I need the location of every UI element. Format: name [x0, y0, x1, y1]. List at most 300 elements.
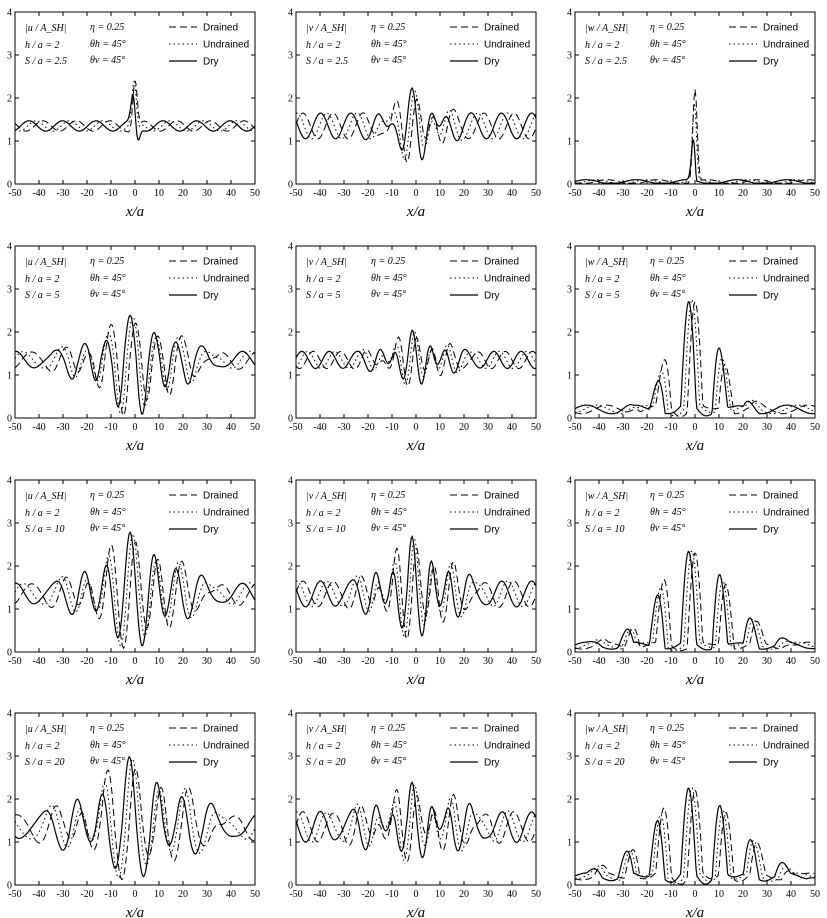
legend-label-dry: Dry — [203, 56, 219, 68]
y-quantity-label: |v / A_SH| — [306, 23, 347, 34]
y-tick-label: 4 — [7, 7, 12, 19]
x-axis-label: x/a — [125, 204, 145, 220]
x-tick-label: -20 — [80, 656, 94, 667]
x-tick-label: -30 — [616, 422, 630, 433]
series-dry — [575, 551, 815, 650]
x-axis-label: x/a — [406, 204, 426, 220]
panel-u-2 — [7, 242, 260, 455]
x-tick-label: 0 — [413, 656, 419, 667]
x-tick-label: -50 — [568, 188, 582, 199]
x-tick-label: 10 — [714, 656, 724, 667]
x-tick-label: -40 — [592, 422, 606, 433]
plot-frame — [296, 713, 536, 885]
x-tick-label: 30 — [202, 889, 212, 900]
eta-label: η = 0.25 — [650, 22, 685, 33]
theta-h-label: θh = 45° — [650, 273, 686, 284]
x-tick-label: 40 — [507, 656, 517, 667]
x-tick-label: 20 — [178, 656, 188, 667]
y-tick-label: 2 — [567, 93, 572, 105]
x-tick-label: 10 — [154, 188, 164, 199]
panel-w-1 — [567, 8, 820, 221]
h-ratio-label: h / a = 2 — [306, 508, 341, 519]
legend-label-drained: Drained — [763, 22, 799, 34]
y-tick-label: 3 — [288, 751, 293, 763]
legend-label-undrained: Undrained — [763, 273, 810, 285]
y-tick-label: 2 — [288, 794, 293, 806]
y-tick-label: 0 — [288, 179, 293, 191]
s-ratio-label: S / a = 2.5 — [25, 56, 68, 67]
x-tick-label: -10 — [104, 422, 118, 433]
theta-v-label: θv = 45° — [90, 55, 126, 66]
theta-v-label: θv = 45° — [371, 756, 407, 767]
x-tick-label: 50 — [810, 889, 820, 900]
y-tick-label: 0 — [7, 179, 12, 191]
h-ratio-label: h / a = 2 — [306, 40, 341, 51]
eta-label: η = 0.25 — [371, 256, 406, 267]
legend-label-undrained: Undrained — [484, 507, 531, 519]
eta-label: η = 0.25 — [650, 256, 685, 267]
legend-label-drained: Drained — [763, 723, 799, 735]
series-undrained — [575, 103, 815, 183]
x-tick-label: 30 — [202, 188, 212, 199]
x-tick-label: -50 — [8, 188, 22, 199]
x-tick-label: -10 — [104, 188, 118, 199]
series-dry — [296, 782, 536, 857]
x-tick-label: 50 — [810, 656, 820, 667]
y-tick-label: 4 — [567, 708, 572, 720]
series-dry — [15, 315, 255, 414]
y-tick-label: 0 — [7, 880, 12, 892]
x-tick-label: -20 — [640, 889, 654, 900]
x-tick-label: -10 — [664, 889, 678, 900]
legend-label-dry: Dry — [484, 290, 500, 302]
y-quantity-label: |u / A_SH| — [25, 724, 67, 735]
x-tick-label: 40 — [226, 188, 236, 199]
y-quantity-label: |w / A_SH| — [585, 491, 629, 502]
x-tick-label: 50 — [250, 188, 260, 199]
theta-h-label: θh = 45° — [90, 740, 126, 751]
x-tick-label: 10 — [435, 422, 445, 433]
legend-label-undrained: Undrained — [763, 507, 810, 519]
s-ratio-label: S / a = 20 — [25, 757, 65, 768]
y-tick-label: 2 — [288, 93, 293, 105]
y-tick-label: 4 — [567, 241, 572, 253]
x-tick-label: -40 — [32, 422, 46, 433]
x-tick-label: 0 — [132, 422, 138, 433]
x-tick-label: -40 — [32, 889, 46, 900]
x-tick-label: -50 — [289, 188, 303, 199]
series-dry — [15, 757, 255, 877]
plot-frame — [296, 246, 536, 418]
x-tick-label: 0 — [132, 889, 138, 900]
x-tick-label: -10 — [664, 188, 678, 199]
y-tick-label: 4 — [288, 241, 293, 253]
x-tick-label: 50 — [531, 188, 541, 199]
legend-label-drained: Drained — [484, 22, 520, 34]
x-tick-label: -30 — [616, 188, 630, 199]
x-tick-label: 0 — [132, 656, 138, 667]
x-tick-label: -10 — [385, 656, 399, 667]
series-undrained — [575, 551, 815, 651]
x-tick-label: 10 — [435, 656, 445, 667]
series-undrained — [575, 788, 815, 884]
y-tick-label: 1 — [7, 136, 12, 148]
x-tick-label: -20 — [80, 188, 94, 199]
y-tick-label: 2 — [7, 327, 12, 339]
theta-v-label: θv = 45° — [650, 289, 686, 300]
y-tick-label: 4 — [567, 475, 572, 487]
y-tick-label: 1 — [567, 370, 572, 382]
y-tick-label: 2 — [567, 794, 572, 806]
panel-u-4 — [7, 709, 260, 918]
x-tick-label: -30 — [616, 656, 630, 667]
legend-label-undrained: Undrained — [484, 740, 531, 752]
x-tick-label: -50 — [8, 656, 22, 667]
y-tick-label: 0 — [7, 413, 12, 425]
y-tick-label: 1 — [288, 837, 293, 849]
x-tick-label: -40 — [32, 188, 46, 199]
x-tick-label: 10 — [714, 422, 724, 433]
y-tick-label: 1 — [7, 370, 12, 382]
theta-h-label: θh = 45° — [371, 273, 407, 284]
x-tick-label: 50 — [531, 889, 541, 900]
series-undrained — [15, 317, 255, 414]
theta-v-label: θv = 45° — [650, 55, 686, 66]
legend-label-undrained: Undrained — [203, 507, 250, 519]
x-tick-label: 30 — [762, 889, 772, 900]
y-tick-label: 2 — [288, 327, 293, 339]
x-tick-label: 40 — [507, 422, 517, 433]
series-undrained — [15, 759, 255, 878]
legend-label-drained: Drained — [484, 723, 520, 735]
series-drained — [575, 790, 815, 884]
y-tick-label: 3 — [567, 518, 572, 530]
legend-label-drained: Drained — [484, 256, 520, 268]
y-tick-label: 0 — [7, 647, 12, 659]
y-tick-label: 2 — [567, 327, 572, 339]
legend-label-drained: Drained — [203, 490, 239, 502]
y-tick-label: 0 — [288, 413, 293, 425]
panel-w-4 — [567, 709, 820, 918]
x-tick-label: -10 — [104, 656, 118, 667]
series-drained — [296, 548, 536, 638]
x-tick-label: -50 — [289, 422, 303, 433]
x-tick-label: -10 — [385, 422, 399, 433]
legend-label-drained: Drained — [203, 22, 239, 34]
plot-frame — [296, 12, 536, 184]
x-tick-label: -10 — [104, 889, 118, 900]
x-tick-label: 20 — [178, 889, 188, 900]
x-tick-label: -10 — [664, 422, 678, 433]
s-ratio-label: S / a = 5 — [306, 290, 341, 301]
s-ratio-label: S / a = 10 — [585, 524, 625, 535]
legend-label-drained: Drained — [484, 490, 520, 502]
series-dry — [15, 532, 255, 645]
x-tick-label: -40 — [32, 656, 46, 667]
x-tick-label: 0 — [413, 422, 419, 433]
theta-v-label: θv = 45° — [650, 756, 686, 767]
series-drained — [296, 790, 536, 862]
x-tick-label: -30 — [337, 188, 351, 199]
y-quantity-label: |v / A_SH| — [306, 257, 347, 268]
x-tick-label: -20 — [361, 656, 375, 667]
x-tick-label: 30 — [483, 889, 493, 900]
x-tick-label: -20 — [640, 422, 654, 433]
x-tick-label: -50 — [568, 656, 582, 667]
y-tick-label: 4 — [288, 708, 293, 720]
y-tick-label: 4 — [288, 7, 293, 19]
eta-label: η = 0.25 — [371, 723, 406, 734]
x-tick-label: 0 — [413, 889, 419, 900]
h-ratio-label: h / a = 2 — [585, 741, 620, 752]
x-axis-label: x/a — [125, 438, 145, 454]
x-tick-label: 20 — [459, 188, 469, 199]
y-quantity-label: |w / A_SH| — [585, 257, 629, 268]
y-tick-label: 4 — [7, 241, 12, 253]
x-tick-label: 30 — [762, 188, 772, 199]
s-ratio-label: S / a = 2.5 — [585, 56, 628, 67]
legend-label-undrained: Undrained — [763, 740, 810, 752]
x-tick-label: 30 — [483, 422, 493, 433]
y-tick-label: 3 — [288, 284, 293, 296]
legend-label-drained: Drained — [763, 490, 799, 502]
x-axis-label: x/a — [406, 672, 426, 688]
x-tick-label: -50 — [568, 889, 582, 900]
x-tick-label: -20 — [361, 422, 375, 433]
x-tick-label: 20 — [459, 889, 469, 900]
y-tick-label: 4 — [7, 708, 12, 720]
x-tick-label: 10 — [435, 889, 445, 900]
x-tick-label: 10 — [154, 656, 164, 667]
x-axis-label: x/a — [406, 905, 426, 918]
h-ratio-label: h / a = 2 — [306, 274, 341, 285]
x-tick-label: -20 — [361, 188, 375, 199]
x-tick-label: 50 — [250, 889, 260, 900]
legend-label-undrained: Undrained — [203, 740, 250, 752]
x-tick-label: 10 — [714, 188, 724, 199]
theta-h-label: θh = 45° — [650, 507, 686, 518]
panel-w-2 — [567, 242, 820, 455]
theta-v-label: θv = 45° — [371, 289, 407, 300]
x-tick-label: -30 — [337, 656, 351, 667]
x-tick-label: -30 — [56, 188, 70, 199]
h-ratio-label: h / a = 2 — [25, 274, 60, 285]
x-tick-label: 20 — [738, 188, 748, 199]
y-tick-label: 3 — [567, 284, 572, 296]
x-tick-label: 10 — [714, 889, 724, 900]
legend-label-undrained: Undrained — [203, 273, 250, 285]
y-tick-label: 0 — [567, 880, 572, 892]
plot-frame — [15, 480, 255, 652]
series-undrained — [296, 785, 536, 861]
panel-u-3 — [7, 476, 260, 689]
x-axis-label: x/a — [685, 204, 705, 220]
theta-v-label: θv = 45° — [90, 289, 126, 300]
theta-v-label: θv = 45° — [650, 523, 686, 534]
legend-label-dry: Dry — [763, 524, 779, 536]
x-tick-label: 50 — [531, 422, 541, 433]
theta-h-label: θh = 45° — [371, 740, 407, 751]
legend-label-drained: Drained — [203, 256, 239, 268]
x-tick-label: 0 — [132, 188, 138, 199]
y-tick-label: 1 — [567, 604, 572, 616]
x-tick-label: -50 — [289, 889, 303, 900]
eta-label: η = 0.25 — [371, 22, 406, 33]
y-tick-label: 0 — [567, 179, 572, 191]
x-tick-label: 0 — [692, 188, 698, 199]
x-tick-label: 0 — [692, 422, 698, 433]
panel-v-3 — [288, 476, 541, 689]
x-tick-label: -20 — [361, 889, 375, 900]
y-tick-label: 2 — [567, 561, 572, 573]
x-tick-label: -50 — [289, 656, 303, 667]
y-tick-label: 1 — [7, 837, 12, 849]
legend-label-undrained: Undrained — [484, 39, 531, 51]
y-tick-label: 1 — [567, 837, 572, 849]
x-tick-label: 30 — [762, 422, 772, 433]
x-tick-label: 20 — [738, 422, 748, 433]
legend-label-dry: Dry — [484, 524, 500, 536]
legend-label-dry: Dry — [203, 757, 219, 769]
series-drained — [15, 769, 255, 880]
x-tick-label: 30 — [483, 188, 493, 199]
s-ratio-label: S / a = 10 — [306, 524, 346, 535]
panel-v-2 — [288, 242, 541, 455]
x-tick-label: 40 — [786, 656, 796, 667]
y-tick-label: 1 — [7, 604, 12, 616]
x-axis-label: x/a — [125, 672, 145, 688]
legend-label-dry: Dry — [203, 290, 219, 302]
legend-label-drained: Drained — [203, 723, 239, 735]
x-tick-label: 30 — [202, 422, 212, 433]
theta-h-label: θh = 45° — [650, 740, 686, 751]
x-tick-label: -10 — [385, 889, 399, 900]
panel-v-4 — [288, 709, 541, 918]
s-ratio-label: S / a = 2.5 — [306, 56, 349, 67]
x-tick-label: 30 — [762, 656, 772, 667]
x-tick-label: 50 — [810, 422, 820, 433]
h-ratio-label: h / a = 2 — [585, 274, 620, 285]
y-tick-label: 3 — [567, 50, 572, 62]
x-tick-label: -30 — [616, 889, 630, 900]
plot-frame — [15, 12, 255, 184]
x-tick-label: 0 — [692, 656, 698, 667]
x-tick-label: 40 — [226, 656, 236, 667]
eta-label: η = 0.25 — [90, 723, 125, 734]
y-tick-label: 3 — [7, 518, 12, 530]
y-tick-label: 3 — [288, 518, 293, 530]
series-drained — [15, 542, 255, 648]
y-quantity-label: |w / A_SH| — [585, 23, 629, 34]
x-tick-label: -40 — [592, 889, 606, 900]
y-tick-label: 0 — [288, 880, 293, 892]
series-undrained — [296, 539, 536, 638]
theta-h-label: θh = 45° — [650, 39, 686, 50]
x-tick-label: 50 — [810, 188, 820, 199]
series-dry — [296, 537, 536, 636]
theta-v-label: θv = 45° — [90, 756, 126, 767]
theta-v-label: θv = 45° — [90, 523, 126, 534]
x-tick-label: 0 — [413, 188, 419, 199]
x-tick-label: -40 — [313, 889, 327, 900]
x-tick-label: -30 — [56, 656, 70, 667]
legend-label-undrained: Undrained — [763, 39, 810, 51]
plot-frame — [296, 480, 536, 652]
x-tick-label: 10 — [435, 188, 445, 199]
legend-label-dry: Dry — [484, 56, 500, 68]
eta-label: η = 0.25 — [371, 490, 406, 501]
x-tick-label: -10 — [664, 656, 678, 667]
theta-h-label: θh = 45° — [90, 39, 126, 50]
x-tick-label: 20 — [459, 422, 469, 433]
s-ratio-label: S / a = 20 — [585, 757, 625, 768]
x-axis-label: x/a — [406, 438, 426, 454]
x-tick-label: -30 — [337, 889, 351, 900]
h-ratio-label: h / a = 2 — [25, 508, 60, 519]
x-axis-label: x/a — [125, 905, 145, 918]
x-tick-label: 40 — [507, 889, 517, 900]
x-tick-label: 40 — [786, 188, 796, 199]
h-ratio-label: h / a = 2 — [306, 741, 341, 752]
x-tick-label: 40 — [226, 422, 236, 433]
x-axis-label: x/a — [685, 672, 705, 688]
y-tick-label: 0 — [567, 413, 572, 425]
y-tick-label: 2 — [7, 93, 12, 105]
x-tick-label: -30 — [337, 422, 351, 433]
s-ratio-label: S / a = 5 — [585, 290, 620, 301]
series-drained — [15, 323, 255, 416]
y-tick-label: 2 — [7, 561, 12, 573]
s-ratio-label: S / a = 5 — [25, 290, 60, 301]
h-ratio-label: h / a = 2 — [25, 741, 60, 752]
legend-label-undrained: Undrained — [484, 273, 531, 285]
s-ratio-label: S / a = 10 — [25, 524, 65, 535]
x-axis-label: x/a — [685, 905, 705, 918]
x-tick-label: 40 — [507, 188, 517, 199]
legend-label-dry: Dry — [484, 757, 500, 769]
x-tick-label: 50 — [250, 422, 260, 433]
y-tick-label: 3 — [7, 284, 12, 296]
y-quantity-label: |u / A_SH| — [25, 491, 67, 502]
y-tick-label: 3 — [7, 50, 12, 62]
series-undrained — [575, 300, 815, 417]
x-tick-label: -30 — [56, 889, 70, 900]
x-tick-label: 20 — [178, 188, 188, 199]
y-tick-label: 1 — [288, 370, 293, 382]
x-tick-label: -50 — [568, 422, 582, 433]
series-dry — [296, 88, 536, 160]
x-tick-label: -20 — [80, 422, 94, 433]
x-tick-label: -50 — [8, 889, 22, 900]
x-tick-label: 20 — [738, 656, 748, 667]
y-tick-label: 3 — [7, 751, 12, 763]
legend-label-dry: Dry — [203, 524, 219, 536]
y-quantity-label: |u / A_SH| — [25, 257, 67, 268]
panel-v-1 — [288, 8, 541, 221]
s-ratio-label: S / a = 20 — [306, 757, 346, 768]
series-undrained — [15, 534, 255, 646]
x-tick-label: 40 — [786, 422, 796, 433]
y-quantity-label: |w / A_SH| — [585, 724, 629, 735]
legend-label-dry: Dry — [763, 56, 779, 68]
legend-label-drained: Drained — [763, 256, 799, 268]
eta-label: η = 0.25 — [90, 490, 125, 501]
x-tick-label: -40 — [592, 188, 606, 199]
x-tick-label: -40 — [592, 656, 606, 667]
series-drained — [296, 337, 536, 386]
x-tick-label: -40 — [313, 656, 327, 667]
theta-v-label: θv = 45° — [371, 55, 407, 66]
